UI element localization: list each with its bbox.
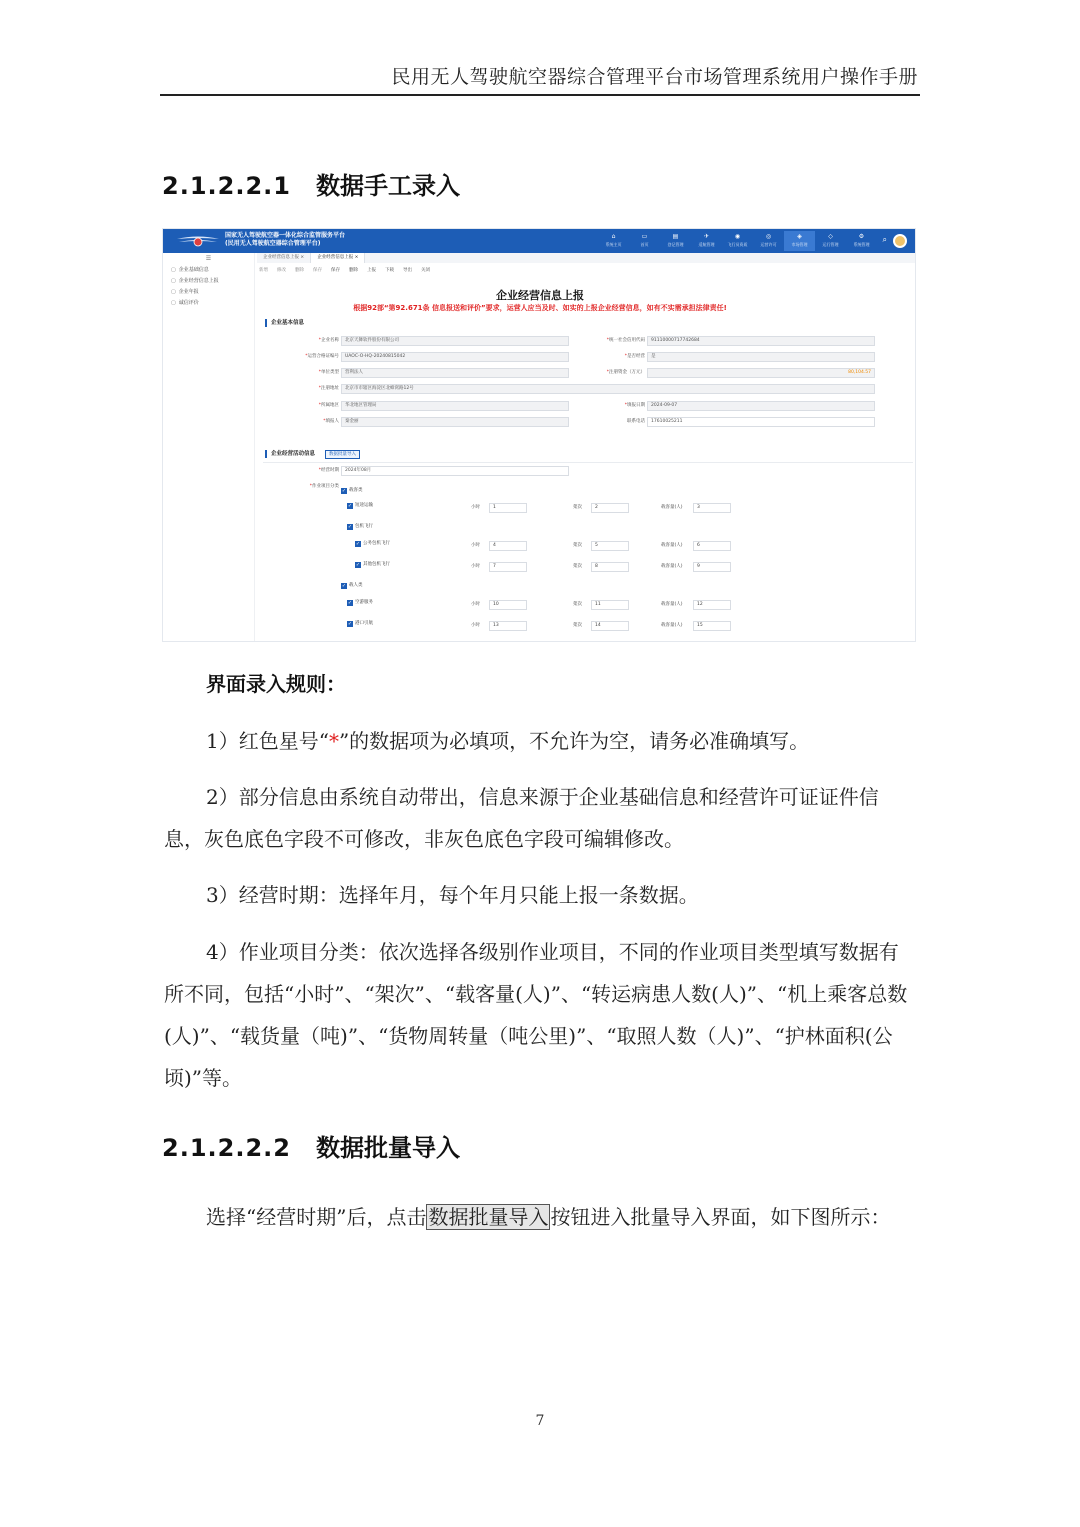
tool-button[interactable]: 保存	[313, 268, 322, 273]
company-name-field: 北京天舞软件股份有限公司	[341, 336, 569, 346]
hours-input[interactable]: 4	[489, 541, 527, 551]
hours-label: 小时	[471, 602, 480, 607]
category-checkbox[interactable]: ✓ 短途运输	[347, 503, 373, 509]
activity-info-heading: 企业经营活动信息	[265, 450, 315, 458]
hours-label: 小时	[471, 623, 480, 628]
field-label: *所属地区	[318, 403, 339, 408]
listed-field: 是	[647, 352, 875, 362]
passengers-input[interactable]: 9	[693, 562, 731, 572]
passengers-input[interactable]: 3	[693, 503, 731, 513]
region-field: 华北地区管理局	[341, 401, 569, 411]
category-checkbox[interactable]: ✓ 其他包机飞行	[355, 562, 390, 568]
license-icon: ◎	[765, 233, 772, 240]
tab-bar	[257, 253, 915, 263]
search-icon[interactable]: ⌕	[882, 235, 887, 244]
form-warning: 根据92部“第92.671条 信息报送和评价”要求，运营人应当及时、如实的上报企业经营信息，如有不实需承担法律责任!	[353, 304, 727, 312]
hours-input[interactable]: 13	[489, 621, 527, 631]
screenshot-figure	[162, 228, 916, 642]
header-title: 民用无人驾驶航空器综合管理平台市场管理系统用户操作手册	[391, 66, 918, 88]
tool-button[interactable]: 修改	[277, 268, 286, 273]
field-label: *单位类型	[318, 370, 339, 375]
hours-input[interactable]: 7	[489, 562, 527, 572]
category-checkbox[interactable]: ✓ 载客类	[341, 488, 363, 494]
batch-import-button[interactable]: 数据批量导入	[325, 450, 360, 459]
menu-icon[interactable]: ☰	[205, 255, 212, 262]
rule-2: 2）部分信息由系统自动带出，信息来源于企业基础信息和经营许可证证件信息，灰色底色字段不可修改，非灰色底色字段可编辑修改。	[164, 785, 879, 851]
sorties-label: 架次	[573, 543, 582, 548]
credit-code-field: 91110000717742684	[647, 336, 875, 346]
rule-1: 1）红色星号“*”的数据项为必填项，不允许为空，请务必准确填写。	[206, 729, 810, 753]
nav-item[interactable]: ✈ 适航管理	[691, 231, 722, 251]
passengers-label: 载客量(人)	[661, 623, 683, 628]
sorties-input[interactable]: 5	[591, 541, 629, 551]
passengers-label: 载客量(人)	[661, 543, 683, 548]
market-icon: ◈	[797, 233, 802, 240]
sidebar-item[interactable]: ▢ 企业经营信息上报	[171, 278, 219, 284]
field-label: *是否经营	[624, 354, 645, 359]
passengers-label: 载客量(人)	[661, 564, 683, 569]
category-checkbox[interactable]: ✓ 港口引航	[347, 621, 373, 627]
field-label: 联系电话	[627, 419, 645, 424]
page-number: 7	[535, 1413, 545, 1429]
passengers-input[interactable]: 15	[693, 621, 731, 631]
sidebar-item[interactable]: ▢ 企业基础信息	[171, 267, 209, 273]
tool-button[interactable]: 导出	[403, 268, 412, 273]
sorties-input[interactable]: 8	[591, 562, 629, 572]
header-rule	[160, 94, 920, 96]
rules-heading: 界面录入规则：	[206, 672, 346, 696]
sorties-input[interactable]: 2	[591, 503, 629, 513]
tool-button[interactable]: 删除	[349, 268, 358, 273]
form-title: 企业经营信息上报	[496, 289, 584, 302]
field-label: *注册地址	[318, 386, 339, 391]
section-title: 数据批量导入	[316, 1134, 460, 1162]
gear-icon: ⚙	[858, 233, 865, 240]
caac-logo-icon	[175, 234, 221, 248]
category-checkbox[interactable]: ✓ 公务包机飞行	[355, 541, 390, 547]
section-heading-batch	[162, 1128, 460, 1163]
license-no-field: UAOC-O-HQ-20240815042	[341, 352, 569, 362]
section-number: 2.1.2.2.1	[162, 172, 291, 200]
hours-label: 小时	[471, 564, 480, 569]
field-label: *注册资金（万元）	[606, 370, 645, 375]
capital-field: 80,104.57	[647, 368, 875, 378]
section-title: 数据手工录入	[316, 172, 460, 200]
nav-item[interactable]: ◉ 飞行员资质	[722, 231, 753, 251]
nav-item[interactable]: ◎ 运营许可	[753, 231, 784, 251]
toolbar	[259, 266, 439, 276]
tool-button[interactable]: 上报	[367, 268, 376, 273]
file-icon: ▢	[171, 289, 176, 295]
document-icon: ▤	[672, 233, 679, 240]
passengers-input[interactable]: 12	[693, 600, 731, 610]
top-nav	[598, 231, 877, 251]
pilot-icon: ◉	[734, 233, 741, 240]
field-label: *企业名称	[318, 338, 339, 343]
shield-icon: ◇	[828, 233, 833, 240]
tab[interactable]: 企业经营信息上报 ×	[257, 253, 311, 263]
tab-active[interactable]: 企业经营信息上报 ×	[311, 253, 365, 263]
filler-field: 秦金丽	[341, 417, 569, 427]
category-checkbox[interactable]: ✓ 载人类	[341, 583, 363, 589]
section-number: 2.1.2.2.2	[162, 1134, 291, 1162]
rule-3: 3）经营时期：选择年月，每个年月只能上报一条数据。	[206, 883, 699, 907]
hours-input[interactable]: 1	[489, 503, 527, 513]
field-label: *作业项目分类	[309, 484, 339, 489]
hours-label: 小时	[471, 505, 480, 510]
sorties-label: 架次	[573, 602, 582, 607]
nav-item[interactable]: ▭ 首页	[629, 231, 660, 251]
hours-input[interactable]: 10	[489, 600, 527, 610]
screen-icon: ▭	[641, 233, 648, 240]
field-label: *运营合格证编号	[305, 354, 339, 359]
tool-button[interactable]: 关闭	[421, 268, 430, 273]
sorties-input[interactable]: 14	[591, 621, 629, 631]
nav-item[interactable]: ▤ 登记管理	[660, 231, 691, 251]
fill-date-field: 2024-09-07	[647, 401, 875, 411]
passengers-label: 载客量(人)	[661, 602, 683, 607]
app-title: 国家无人驾驶航空器一体化综合监管服务平台 (民用无人驾驶航空器综合管理平台)	[225, 232, 346, 247]
sorties-label: 架次	[573, 505, 582, 510]
batch-import-button-ref: 数据批量导入	[428, 1205, 549, 1229]
tool-button[interactable]: 删除	[295, 268, 304, 273]
nav-item[interactable]: ⚙ 系统管理	[846, 231, 877, 251]
app-top-bar	[163, 229, 916, 253]
tool-button[interactable]: 保存	[331, 268, 340, 273]
tool-button[interactable]: 新增	[259, 268, 268, 273]
basic-info-heading: 企业基本信息	[265, 319, 304, 327]
field-label: *经营时期	[318, 468, 339, 473]
unit-type-field: 营利法人	[341, 368, 569, 378]
nav-item[interactable]: ◇ 运行管理	[815, 231, 846, 251]
passengers-input[interactable]: 6	[693, 541, 731, 551]
period-field[interactable]: 2024年08月	[341, 466, 569, 476]
file-icon: ▢	[171, 278, 176, 284]
file-icon: ▢	[171, 300, 176, 306]
avatar[interactable]	[893, 234, 907, 248]
home-icon: ⌂	[611, 233, 616, 240]
sorties-input[interactable]: 11	[591, 600, 629, 610]
batch-paragraph: 选择“经营时期”后，点击 数据批量导入 按钮进入批量导入界面，如下图所示：	[206, 1205, 891, 1229]
plane-icon: ✈	[703, 233, 710, 240]
rule-4: 4）作业项目分类：依次选择各级别作业项目，不同的作业项目类型填写数据有所不同，包括“小时”、“架次”、“载客量(人)”、“转运病患人数(人)”、“机上乘客总数(人)”、“载货量（吨)”、“货物周转量（吨公里)”、“取照人数（人)”、“护林面积(公顷)”等。	[164, 940, 908, 1090]
phone-field[interactable]: 17610025211	[647, 417, 875, 427]
sidebar-item[interactable]: ▢ 诚信评价	[171, 300, 199, 306]
nav-item[interactable]: ⌂ 系统主页	[598, 231, 629, 251]
divider	[263, 462, 913, 463]
sorties-label: 架次	[573, 623, 582, 628]
sidebar-item[interactable]: ▢ 企业年报	[171, 289, 199, 295]
section-heading-manual	[162, 166, 460, 201]
category-checkbox[interactable]: ✓ 包机飞行	[347, 524, 373, 530]
tool-button[interactable]: 下载	[385, 268, 394, 273]
file-icon: ▢	[171, 267, 176, 273]
field-label: *统一社会信用代码	[606, 338, 645, 343]
sorties-label: 架次	[573, 564, 582, 569]
passengers-label: 载客量(人)	[661, 505, 683, 510]
hours-label: 小时	[471, 543, 480, 548]
category-checkbox[interactable]: ✓ 空游服务	[347, 600, 373, 606]
nav-item-market[interactable]: ◈ 市场管理	[784, 231, 815, 251]
address-field: 北京市市辖区海淀区北蜂窝路12号	[341, 384, 875, 394]
field-label: *填报日期	[624, 403, 645, 408]
field-label: *填报人	[323, 419, 339, 424]
